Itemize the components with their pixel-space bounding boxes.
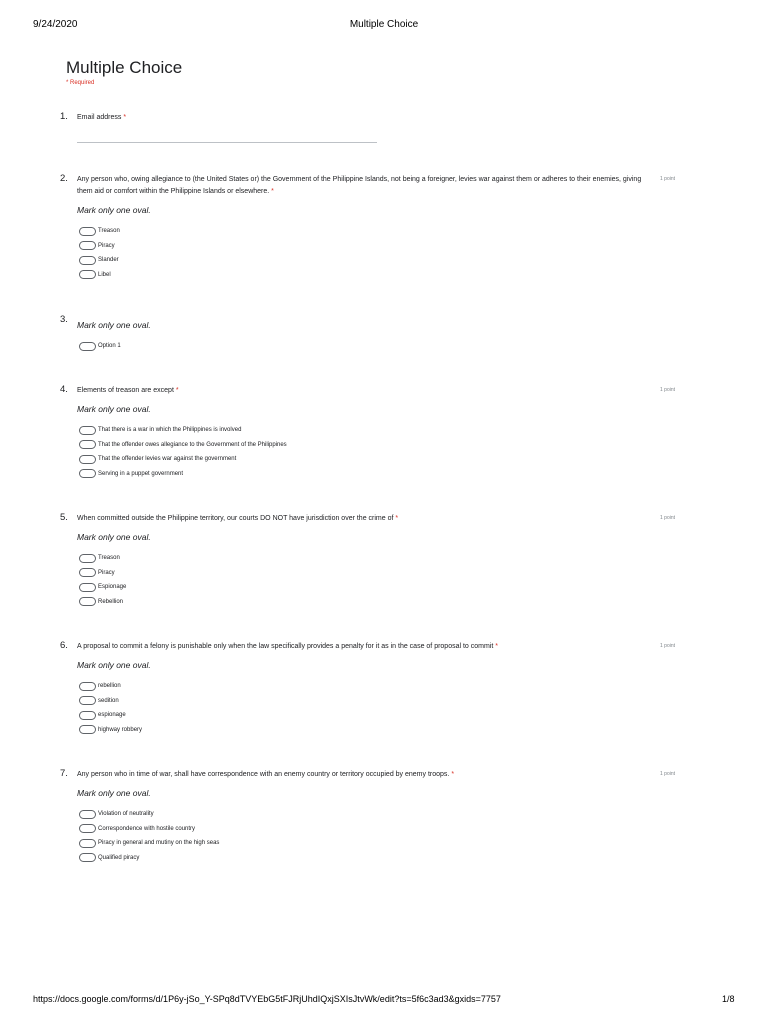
footer-page-number: 1/8	[722, 994, 735, 1004]
option-radio[interactable]: Piracy	[79, 239, 120, 254]
question-number: 3.	[60, 314, 68, 325]
oval-radio-icon[interactable]	[79, 270, 96, 279]
option-radio[interactable]: Rebellion	[79, 595, 126, 610]
mark-instruction: Mark only one oval.	[77, 532, 151, 542]
question-number: 5.	[60, 512, 68, 523]
option-radio[interactable]: Piracy in general and mutiny on the high seas	[79, 836, 219, 851]
question-number: 1.	[60, 111, 68, 122]
question-points: 1 point	[660, 771, 676, 777]
oval-radio-icon[interactable]	[79, 342, 96, 351]
option-radio[interactable]: Qualified piracy	[79, 851, 219, 866]
question-text: A proposal to commit a felony is punishable only when the law specifically provides a penalty for it as in the case of proposal to commit *	[77, 643, 499, 650]
oval-radio-icon[interactable]	[79, 440, 96, 449]
option-radio[interactable]: Violation of neutrality	[79, 807, 219, 822]
option-radio[interactable]: Treason	[79, 224, 120, 239]
oval-radio-icon[interactable]	[79, 455, 96, 464]
print-date: 9/24/2020	[33, 19, 78, 30]
option-radio[interactable]: Libel	[79, 268, 120, 283]
oval-radio-icon[interactable]	[79, 554, 96, 563]
question-points: 1 point	[660, 176, 676, 182]
oval-radio-icon[interactable]	[79, 682, 96, 691]
footer-url[interactable]: https://docs.google.com/forms/d/1P6y-jSo_Y-SPq8dTVYEbG5tFJRjUhdIQxjSXIsJtvWk/edit?ts=5f6c3ad3&gxids=7757	[33, 994, 501, 1004]
question-text: Any person who in time of war, shall have correspondence with an enemy country or territory occupied by enemy troops. *	[77, 771, 455, 778]
oval-radio-icon[interactable]	[79, 426, 96, 435]
mark-instruction: Mark only one oval.	[77, 660, 151, 670]
option-radio[interactable]: sedition	[79, 694, 142, 709]
question-number: 6.	[60, 640, 68, 651]
oval-radio-icon[interactable]	[79, 597, 96, 606]
question-number: 2.	[60, 173, 68, 184]
mark-instruction: Mark only one oval.	[77, 205, 151, 215]
mark-instruction: Mark only one oval.	[77, 404, 151, 414]
question-text: Email address *	[77, 114, 127, 121]
option-radio[interactable]: That the offender levies war against the government	[79, 452, 287, 467]
option-radio[interactable]: Slander	[79, 253, 120, 268]
print-header-title: Multiple Choice	[349, 19, 419, 30]
oval-radio-icon[interactable]	[79, 711, 96, 720]
option-radio[interactable]: rebellion	[79, 679, 142, 694]
oval-radio-icon[interactable]	[79, 839, 96, 848]
option-radio[interactable]: espionage	[79, 708, 142, 723]
option-radio[interactable]: highway robbery	[79, 723, 142, 738]
oval-radio-icon[interactable]	[79, 241, 96, 250]
option-radio[interactable]: Correspondence with hostile country	[79, 822, 219, 837]
option-radio[interactable]: Treason	[79, 551, 126, 566]
mark-instruction: Mark only one oval.	[77, 788, 151, 798]
oval-radio-icon[interactable]	[79, 824, 96, 833]
oval-radio-icon[interactable]	[79, 696, 96, 705]
option-radio[interactable]: Piracy	[79, 566, 126, 581]
oval-radio-icon[interactable]	[79, 810, 96, 819]
required-note: * Required	[66, 80, 95, 86]
question-text: When committed outside the Philippine territory, our courts DO NOT have jurisdiction over the crime of *	[77, 515, 399, 522]
oval-radio-icon[interactable]	[79, 469, 96, 478]
option-radio[interactable]: That the offender owes allegiance to the Government of the Philippines	[79, 438, 287, 453]
mark-instruction: Mark only one oval.	[77, 320, 151, 330]
oval-radio-icon[interactable]	[79, 853, 96, 862]
question-number: 7.	[60, 768, 68, 779]
option-radio[interactable]: That there is a war in which the Philippines is involved	[79, 423, 287, 438]
question-text: Any person who, owing allegiance to (the United States or) the Government of the Philippine Islands, not being a foreigner, levies war against them or adheres to their enemies, giving them aid or comfort within the Philippine Islands or elsewhere. *	[77, 176, 642, 195]
oval-radio-icon[interactable]	[79, 256, 96, 265]
question-points: 1 point	[660, 643, 676, 649]
oval-radio-icon[interactable]	[79, 725, 96, 734]
option-radio[interactable]: Espionage	[79, 580, 126, 595]
option-radio[interactable]: Option 1	[79, 339, 121, 354]
question-points: 1 point	[660, 515, 676, 521]
option-radio[interactable]: Serving in a puppet government	[79, 467, 287, 482]
oval-radio-icon[interactable]	[79, 568, 96, 577]
oval-radio-icon[interactable]	[79, 583, 96, 592]
question-text: Elements of treason are except *	[77, 387, 179, 394]
oval-radio-icon[interactable]	[79, 227, 96, 236]
form-title: Multiple Choice	[66, 58, 183, 77]
question-points: 1 point	[660, 387, 676, 393]
email-input-line[interactable]	[77, 142, 377, 143]
question-number: 4.	[60, 384, 68, 395]
